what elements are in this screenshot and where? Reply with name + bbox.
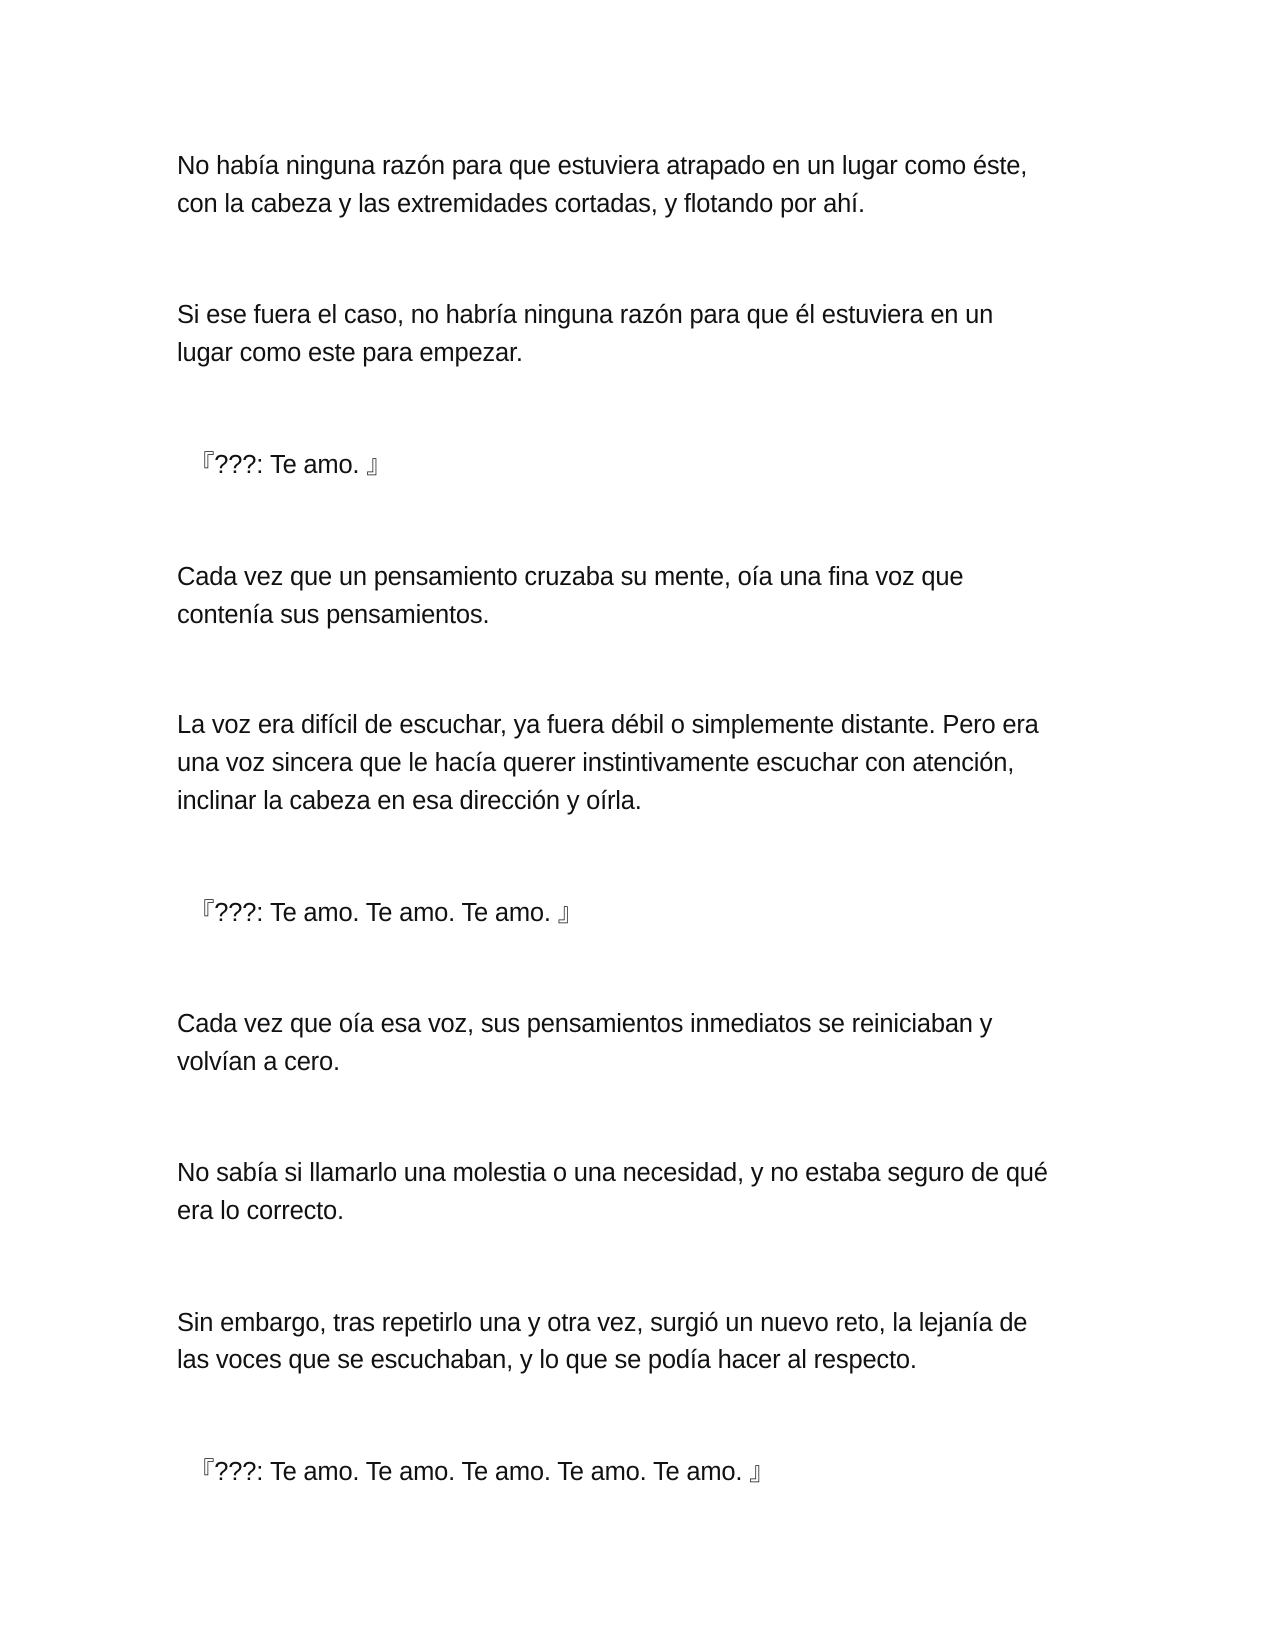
- paragraph-1-line-2: con la cabeza y las extremidades cortadas, y flotando por ahí.: [177, 190, 865, 218]
- paragraph-5-line-2: volvían a cero.: [177, 1048, 340, 1076]
- paragraph-6-line-2: era lo correcto.: [177, 1197, 344, 1225]
- paragraph-6-line-1: No sabía si llamarlo una molestia o una necesidad, y no estaba seguro de qué: [177, 1159, 1048, 1187]
- paragraph-5-line-1: Cada vez que oía esa voz, sus pensamientos inmediatos se reiniciaban y: [177, 1010, 993, 1038]
- paragraph-4-line-2: una voz sincera que le hacía querer instintivamente escuchar con atención,: [177, 749, 1015, 777]
- paragraph-7-line-1: Sin embargo, tras repetirlo una y otra vez, surgió un nuevo reto, la lejanía de: [177, 1309, 1028, 1337]
- dialogue-line-3: 『???: Te amo. Te amo. Te amo. Te amo. Te amo. 』: [189, 1458, 775, 1486]
- paragraph-3-line-2: contenía sus pensamientos.: [177, 601, 490, 629]
- paragraph-4-line-3: inclinar la cabeza en esa dirección y oírla.: [177, 787, 642, 815]
- paragraph-7-line-2: las voces que se escuchaban, y lo que se podía hacer al respecto.: [177, 1346, 917, 1374]
- paragraph-1-line-1: No había ninguna razón para que estuviera atrapado en un lugar como éste,: [177, 152, 1028, 180]
- paragraph-3-line-1: Cada vez que un pensamiento cruzaba su mente, oía una fina voz que: [177, 563, 964, 591]
- paragraph-4-line-1: La voz era difícil de escuchar, ya fuera débil o simplemente distante. Pero era: [177, 711, 1039, 739]
- dialogue-line-2: 『???: Te amo. Te amo. Te amo. 』: [189, 899, 583, 927]
- paragraph-2-line-1: Si ese fuera el caso, no habría ninguna razón para que él estuviera en un: [177, 301, 994, 329]
- paragraph-2-line-2: lugar como este para empezar.: [177, 339, 523, 367]
- dialogue-line-1: 『???: Te amo. 』: [189, 451, 392, 479]
